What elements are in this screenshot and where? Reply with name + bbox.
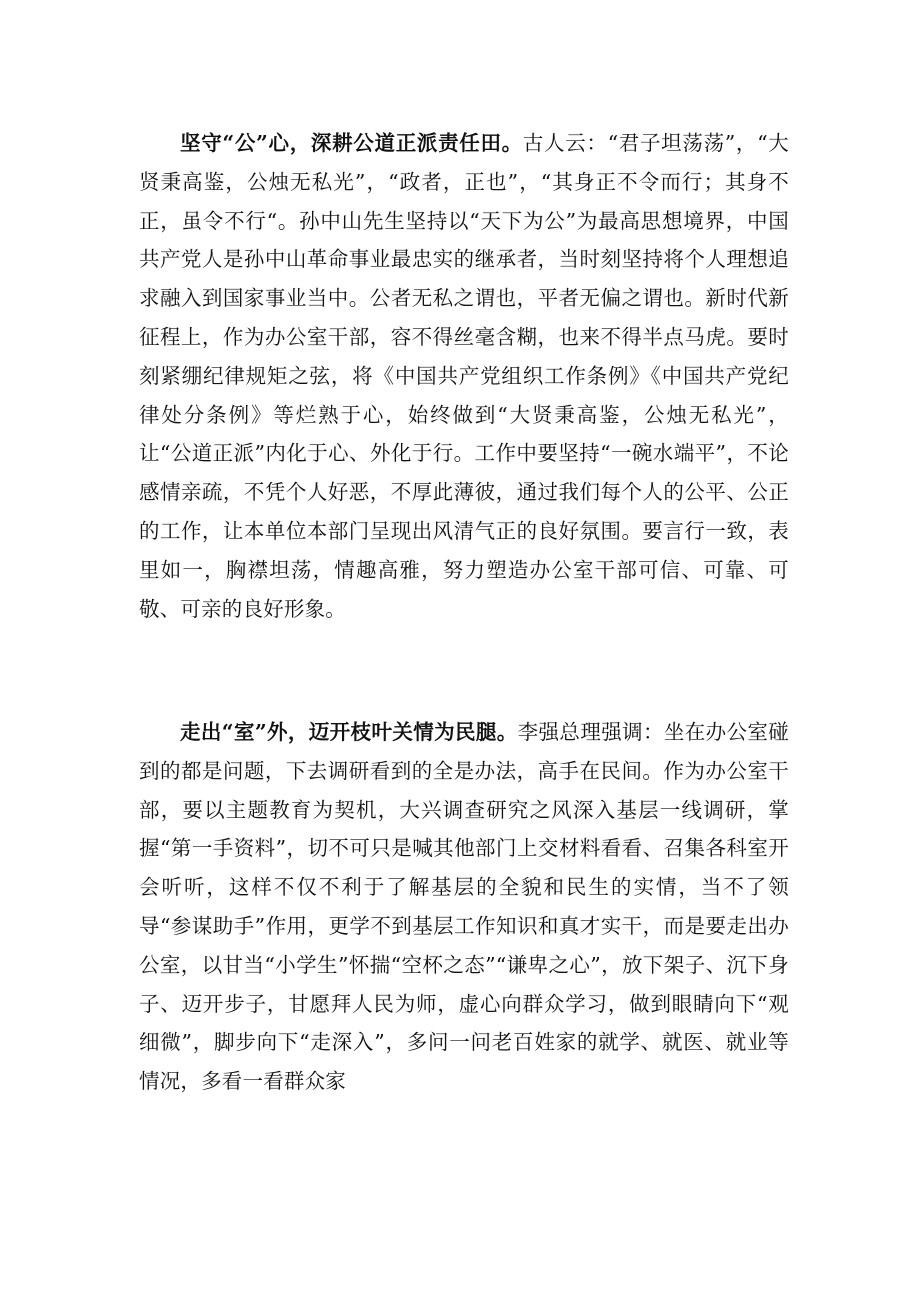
paragraph-body: 李强总理强调：坐在办公室碰到的都是问题，下去调研看到的全是办法，高手在民间。作为办公室干部，要以主题教育为契机，大兴调查研究之风深入基层一线调研，掌握“第一手资料”，切不可只是喊其他部门上交材料看看、召集各科室开会听听，这样不仅不利于了解基层的全貌和民生的实情，当不了领导“参谋助手”作用，更学不到基层工作知识和真才实干，而是要走出办公室，以甘当“小学生”怀揣“空杯之态”“谦卑之心”，放下架子、沉下身子、迈开步子，甘愿拜人民为师，虚心向群众学习，做到眼睛向下“观细微”，脚步向下“走深入”，多问一问老百姓家的就学、就医、就业等情况，多看一看群众家 [139, 720, 789, 1094]
paragraph-public-mind [139, 124, 789, 628]
paragraph-heading: 走出“室”外，迈开枝叶关情为民腿。 [180, 720, 518, 744]
paragraph-heading: 坚守“公”心，深耕公道正派责任田。 [180, 131, 523, 155]
paragraph-body: 古人云：“君子坦荡荡”，“大贤秉高鉴，公烛无私光”，“政者，正也”，“其身正不令而行；其身不正，虽令不行“。孙中山先生坚持以“天下为公”为最高思想境界，中国共产党人是孙中山革命事业最忠实的继承者，当时刻坚持将个人理想追求融入到国家事业当中。公者无私之谓也，平者无偏之谓也。新时代新征程上，作为办公室干部，容不得丝毫含糊，也来不得半点马虎。要时刻紧绷纪律规矩之弦，将《中国共产党组织工作条例》《中国共产党纪律处分条例》等烂熟于心，始终做到“大贤秉高鉴，公烛无私光”，让“公道正派”内化于心、外化于行。工作中要坚持“一碗水端平”，不论感情亲疏，不凭个人好恶，不厚此薄彼，通过我们每个人的公平、公正的工作，让本单位本部门呈现出风清气正的良好氛围。要言行一致，表里如一，胸襟坦荡，情趣高雅，努力塑造办公室干部可信、可靠、可敬、可亲的良好形象。 [139, 131, 789, 621]
paragraph-go-outside [139, 713, 789, 1101]
